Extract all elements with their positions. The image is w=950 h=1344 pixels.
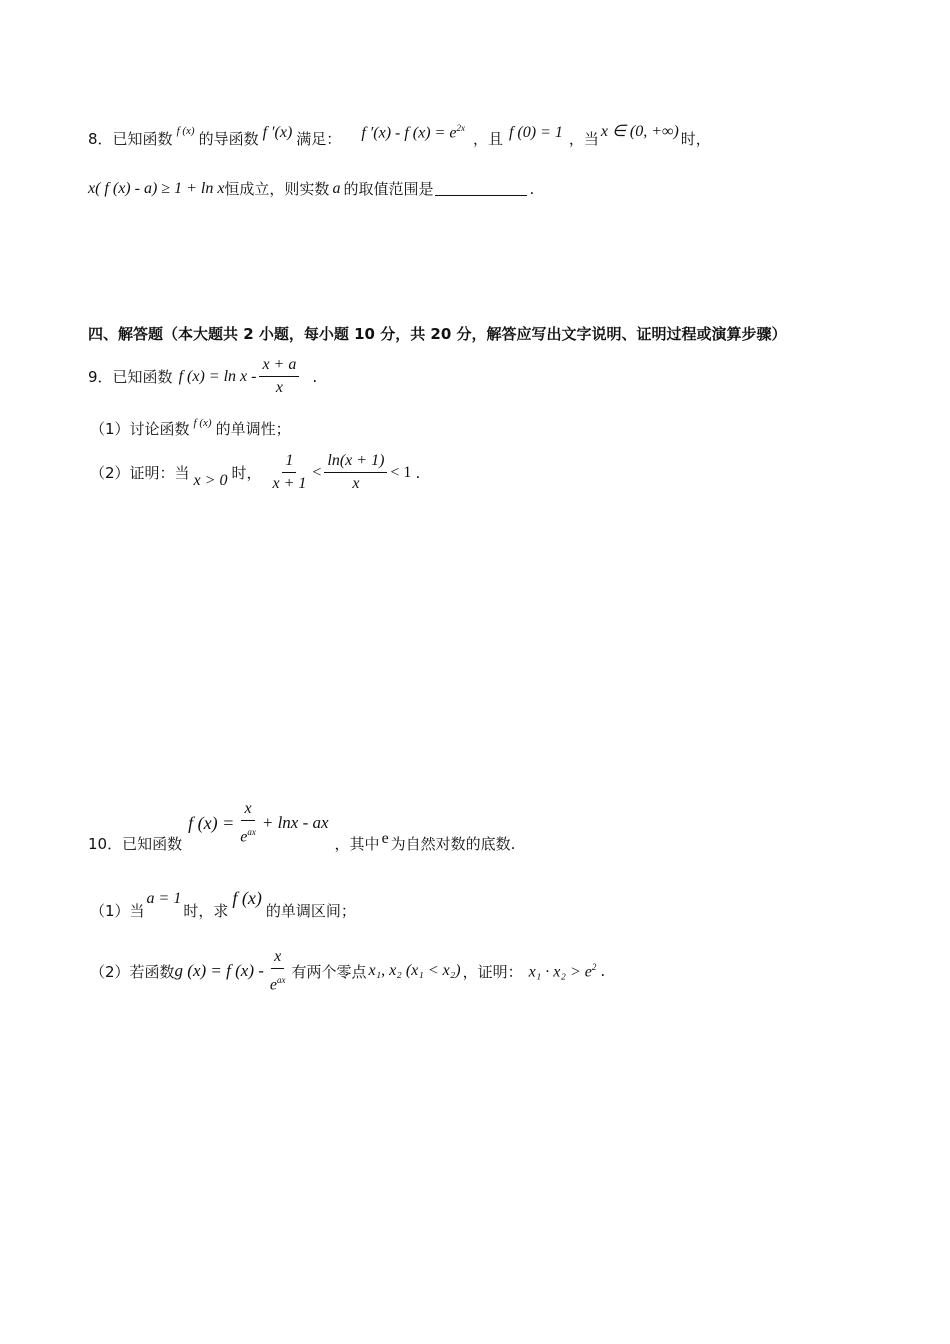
q10-fraction xyxy=(237,800,259,846)
q8-text8: 的取值范围是 xyxy=(343,180,434,198)
q9-lhs: f (x) = ln x - xyxy=(178,367,257,385)
q9-part1 xyxy=(90,418,291,439)
q10-p2-fraction xyxy=(267,948,289,994)
q10-frac-den: $e^{ax}$ xyxy=(240,827,256,846)
q9-end: . xyxy=(312,367,318,386)
q8-a: a xyxy=(332,179,341,197)
q9-p1-f: f (x) xyxy=(193,416,212,429)
q9-fraction xyxy=(259,356,299,397)
q10-p2-text2: ，证明： xyxy=(462,962,523,981)
q9-p2-cond: x > 0 xyxy=(193,471,228,489)
q10-p1-cond: a = 1 xyxy=(146,889,182,907)
q8-text3: 满足： xyxy=(296,130,342,148)
q9-line1 xyxy=(88,356,317,397)
q9-number: 9． xyxy=(88,368,113,386)
q9-p2-text: 时， xyxy=(231,464,262,482)
q8-text2: 的导函数 xyxy=(198,130,259,148)
q10-text2: ，其中 xyxy=(334,834,380,853)
q8-eq2: f (0) = 1 xyxy=(508,123,563,141)
q9-frac-num: x + a xyxy=(259,356,299,377)
q10-p2-text1: 有两个零点 xyxy=(291,962,367,981)
q10-p2-ineq: $x_1 \cdot x_2 > e^2$ xyxy=(528,961,597,980)
q9-frac1 xyxy=(269,452,309,493)
q10-rhs: + lnx - ax xyxy=(261,813,329,833)
q9-p2-label: （2）证明：当 xyxy=(90,464,190,482)
q10-part2 xyxy=(90,948,605,994)
q10-p1-label: （1）当 xyxy=(90,902,145,920)
q10-text3: 为自然对数的底数. xyxy=(390,834,516,853)
q9-part2 xyxy=(90,452,420,493)
q8-number: 8． xyxy=(88,130,113,148)
q10-frac-num: x xyxy=(241,800,254,821)
q8-line2 xyxy=(88,178,534,199)
q9-frac1-num: 1 xyxy=(282,452,296,473)
q10-p1-text2: 的单调区间； xyxy=(265,902,356,920)
q8-text1: 已知函数 xyxy=(112,130,173,148)
q8-answer-blank xyxy=(435,181,527,196)
q9-p1-text: 的单调性； xyxy=(215,420,291,438)
q10-p2-g: g (x) = f (x) - xyxy=(174,961,264,981)
q10-p1-text1: 时，求 xyxy=(183,902,229,920)
q8-eq1: f ′(x) - f $(x) = e^{2x}$ xyxy=(361,122,465,142)
q9-frac1-den: x + 1 xyxy=(272,475,307,492)
q9-frac2 xyxy=(324,452,387,493)
q9-frac2-den: x xyxy=(352,475,360,492)
q10-p2-end: . xyxy=(600,962,606,981)
q8-eq3: x ∈ (0, +∞) xyxy=(600,122,679,140)
q10-p2-frac-num: x xyxy=(271,948,284,969)
q10-lhs: f (x) = xyxy=(188,812,235,833)
q10-part1 xyxy=(90,888,356,920)
q10-p2-zeros: x₁, x₂ (x₁ < x₂) xyxy=(368,962,461,980)
q8-text5: ，当 xyxy=(568,130,599,148)
q8-line1 xyxy=(88,122,711,149)
q10-p2-frac-den: $e^{ax}$ xyxy=(269,975,286,994)
q8-text7: 恒成立，则实数 xyxy=(224,180,330,198)
section-title: 四、解答题（本大题共 2 小题，每小题 10 分，共 20 分，解答应写出文字说明、证明过程或演算步骤） xyxy=(88,325,787,343)
q8-text9: . xyxy=(529,179,535,198)
q10-p1-f: f (x) xyxy=(232,888,262,908)
q9-lt: < xyxy=(312,463,322,481)
q8-text4: ，且 xyxy=(472,130,503,148)
section-heading xyxy=(88,323,787,344)
q8-text6: 时， xyxy=(680,130,711,148)
q8-fx: f (x) xyxy=(176,124,195,137)
q9-tail: < 1 xyxy=(390,463,412,481)
q8-eq4: x( f (x) - a) ≥ 1 + ln x xyxy=(88,179,225,197)
q10-e: e xyxy=(381,830,389,848)
q9-frac2-num: ln(x + 1) xyxy=(324,452,387,473)
q9-text1: 已知函数 xyxy=(112,368,173,386)
q9-p1-label: （1）讨论函数 xyxy=(90,420,190,438)
q10-line1 xyxy=(88,800,516,853)
q8-fprime: f ′(x) xyxy=(262,123,293,141)
q9-frac-den: x xyxy=(275,379,283,396)
q10-p2-label: （2）若函数 xyxy=(90,962,175,981)
q10-number: 10． xyxy=(88,834,123,853)
q10-text1: 已知函数 xyxy=(122,834,183,853)
q9-end2: . xyxy=(415,463,421,482)
